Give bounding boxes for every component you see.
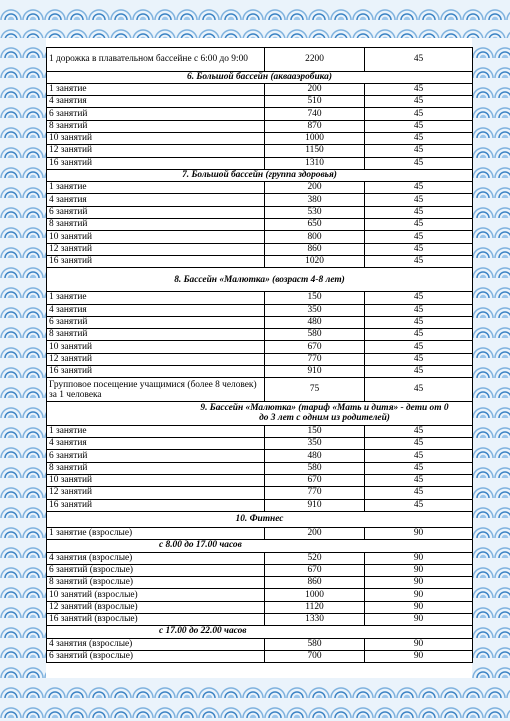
table-row (47, 219, 473, 231)
service-duration: 45 (365, 231, 473, 243)
service-name: 6 занятий (47, 450, 265, 462)
service-duration: 45 (365, 292, 473, 304)
service-name: Групповое посещение учащимися (более 8 человек) за 1 человека (47, 378, 265, 402)
table-row (47, 438, 473, 450)
table-row (47, 243, 473, 255)
table-row (47, 462, 473, 474)
service-name: 8 занятий (47, 219, 265, 231)
service-duration: 45 (365, 366, 473, 378)
section-heading-row (47, 401, 473, 425)
service-duration: 45 (365, 329, 473, 341)
service-duration: 45 (365, 48, 473, 72)
service-name: 6 занятий (47, 108, 265, 120)
table-row (47, 499, 473, 511)
table-row (47, 353, 473, 365)
table-row (47, 120, 473, 132)
service-price: 75 (265, 378, 365, 402)
service-duration: 90 (365, 564, 473, 576)
decorative-border-left (0, 38, 46, 678)
service-duration: 45 (365, 108, 473, 120)
service-name: 1 занятие (47, 182, 265, 194)
service-duration: 45 (365, 194, 473, 206)
table-row (47, 157, 473, 169)
section-heading-row (47, 511, 473, 527)
service-price: 350 (265, 304, 365, 316)
service-name: 12 занятий (47, 487, 265, 499)
service-name: 6 занятий (взрослые) (47, 564, 265, 576)
service-name: 6 занятий (47, 316, 265, 328)
service-name: 16 занятий (47, 499, 265, 511)
service-duration: 45 (365, 475, 473, 487)
service-price: 200 (265, 83, 365, 95)
service-duration: 45 (365, 438, 473, 450)
section-title: 6. Большой бассейн (аквааэробика) (47, 71, 473, 83)
service-name: 10 занятий (47, 231, 265, 243)
service-duration: 90 (365, 589, 473, 601)
table-row (47, 638, 473, 650)
table-row (47, 650, 473, 662)
service-name: 12 занятий (взрослые) (47, 601, 265, 613)
subsection-title: с 17.00 до 22.00 часов (47, 626, 473, 638)
service-name: 6 занятий (взрослые) (47, 650, 265, 662)
service-price: 200 (265, 182, 365, 194)
decorative-border-right (472, 38, 510, 678)
service-name: 1 занятие (47, 425, 265, 437)
price-table (46, 47, 473, 663)
service-duration: 45 (365, 499, 473, 511)
table-row (47, 255, 473, 267)
service-duration: 45 (365, 316, 473, 328)
service-name: 12 занятий (47, 243, 265, 255)
service-duration: 45 (365, 341, 473, 353)
table-row (47, 329, 473, 341)
service-duration: 45 (365, 96, 473, 108)
service-price: 1020 (265, 255, 365, 267)
service-price: 870 (265, 120, 365, 132)
service-name: 1 занятие (47, 292, 265, 304)
service-duration: 45 (365, 182, 473, 194)
table-row (47, 292, 473, 304)
service-price: 650 (265, 219, 365, 231)
service-name: 10 занятий (47, 341, 265, 353)
table-row (47, 96, 473, 108)
table-row (47, 577, 473, 589)
service-price: 200 (265, 527, 365, 539)
section-title: 9. Бассейн «Малютка» (тариф «Мать и дитя» - дети от 0 до 3 лет с одним из родителей) (47, 401, 473, 425)
service-name: 4 занятия (47, 304, 265, 316)
service-name: 12 занятий (47, 145, 265, 157)
service-price: 150 (265, 292, 365, 304)
service-name: 4 занятия (47, 194, 265, 206)
service-name: 12 занятий (47, 353, 265, 365)
service-price: 480 (265, 316, 365, 328)
service-duration: 45 (365, 206, 473, 218)
service-name: 8 занятий (47, 329, 265, 341)
service-duration: 45 (365, 304, 473, 316)
service-duration: 45 (365, 120, 473, 132)
sec10-sub2-rows (47, 638, 473, 663)
table-row (47, 589, 473, 601)
subsection-heading-row (47, 626, 473, 638)
service-duration: 90 (365, 650, 473, 662)
service-price: 1310 (265, 157, 365, 169)
service-name: 1 занятие (47, 83, 265, 95)
table-row (47, 552, 473, 564)
service-name: 1 дорожка в плавательном бассейне с 6:00 до 9:00 (47, 48, 265, 72)
table-row (47, 601, 473, 613)
section-title: 10. Фитнес (47, 511, 473, 527)
service-price: 860 (265, 577, 365, 589)
service-price: 860 (265, 243, 365, 255)
service-duration: 45 (365, 450, 473, 462)
service-price: 580 (265, 329, 365, 341)
table-row (47, 527, 473, 539)
service-name: 4 занятия (взрослые) (47, 638, 265, 650)
service-duration: 45 (365, 83, 473, 95)
sec6-rows (47, 83, 473, 169)
table-row (47, 182, 473, 194)
service-name: 16 занятий (47, 157, 265, 169)
sec10-sub1-rows (47, 552, 473, 626)
table-row (47, 145, 473, 157)
table-row (47, 378, 473, 402)
service-duration: 90 (365, 552, 473, 564)
service-duration: 90 (365, 577, 473, 589)
service-duration: 90 (365, 613, 473, 625)
service-price: 480 (265, 450, 365, 462)
service-price: 1330 (265, 613, 365, 625)
service-name: 4 занятия (47, 438, 265, 450)
service-duration: 45 (365, 487, 473, 499)
service-name: 10 занятий (47, 132, 265, 144)
table-row (47, 83, 473, 95)
sec7-rows (47, 182, 473, 268)
sec8-rows (47, 292, 473, 378)
subsection-heading-row (47, 540, 473, 552)
service-price: 520 (265, 552, 365, 564)
table-row (47, 341, 473, 353)
service-price: 350 (265, 438, 365, 450)
service-price: 150 (265, 425, 365, 437)
service-price: 740 (265, 108, 365, 120)
service-price: 580 (265, 638, 365, 650)
service-price: 670 (265, 564, 365, 576)
service-duration: 45 (365, 425, 473, 437)
section-heading-row (47, 71, 473, 83)
section-heading-row (47, 169, 473, 181)
service-name: 4 занятия (взрослые) (47, 552, 265, 564)
service-duration: 45 (365, 255, 473, 267)
service-name: 8 занятий (47, 120, 265, 132)
service-price: 910 (265, 499, 365, 511)
decorative-border-bottom (0, 678, 510, 721)
table-row (47, 425, 473, 437)
service-price: 770 (265, 487, 365, 499)
service-duration: 45 (365, 157, 473, 169)
service-name: 8 занятий (взрослые) (47, 577, 265, 589)
table-row (47, 487, 473, 499)
service-price: 910 (265, 366, 365, 378)
subsection-title: с 8.00 до 17.00 часов (47, 540, 473, 552)
table-row (47, 108, 473, 120)
table-row (47, 206, 473, 218)
service-name: 1 занятие (взрослые) (47, 527, 265, 539)
table-row (47, 316, 473, 328)
service-name: 16 занятий (47, 255, 265, 267)
table-row (47, 450, 473, 462)
service-name: 16 занятий (взрослые) (47, 613, 265, 625)
service-name: 10 занятий (47, 475, 265, 487)
section-heading-row (47, 268, 473, 292)
service-duration: 45 (365, 132, 473, 144)
table-row (47, 475, 473, 487)
table-row (47, 304, 473, 316)
table-row (47, 366, 473, 378)
service-name: 4 занятия (47, 96, 265, 108)
service-name: 6 занятий (47, 206, 265, 218)
decorative-border-top (0, 0, 510, 38)
service-price: 1120 (265, 601, 365, 613)
service-duration: 45 (365, 219, 473, 231)
table-row (47, 194, 473, 206)
service-duration: 45 (365, 462, 473, 474)
service-price: 1150 (265, 145, 365, 157)
service-price: 530 (265, 206, 365, 218)
table-row (47, 613, 473, 625)
service-price: 510 (265, 96, 365, 108)
service-duration: 90 (365, 638, 473, 650)
service-price: 1000 (265, 589, 365, 601)
service-price: 2200 (265, 48, 365, 72)
service-price: 580 (265, 462, 365, 474)
service-name: 8 занятий (47, 462, 265, 474)
table-row (47, 48, 473, 72)
service-price: 670 (265, 475, 365, 487)
service-price: 770 (265, 353, 365, 365)
service-duration: 45 (365, 243, 473, 255)
service-duration: 45 (365, 378, 473, 402)
section-title: 8. Бассейн «Малютка» (возраст 4-8 лет) (174, 274, 345, 285)
sec9-rows (47, 425, 473, 511)
service-duration: 45 (365, 353, 473, 365)
section-title: 7. Большой бассейн (группа здоровья) (47, 169, 473, 181)
service-duration: 90 (365, 527, 473, 539)
service-price: 700 (265, 650, 365, 662)
service-name: 16 занятий (47, 366, 265, 378)
service-duration: 45 (365, 145, 473, 157)
service-price: 1000 (265, 132, 365, 144)
service-price: 800 (265, 231, 365, 243)
service-price: 380 (265, 194, 365, 206)
table-row (47, 132, 473, 144)
service-duration: 90 (365, 601, 473, 613)
table-row (47, 231, 473, 243)
service-price: 670 (265, 341, 365, 353)
table-row (47, 564, 473, 576)
service-name: 10 занятий (взрослые) (47, 589, 265, 601)
